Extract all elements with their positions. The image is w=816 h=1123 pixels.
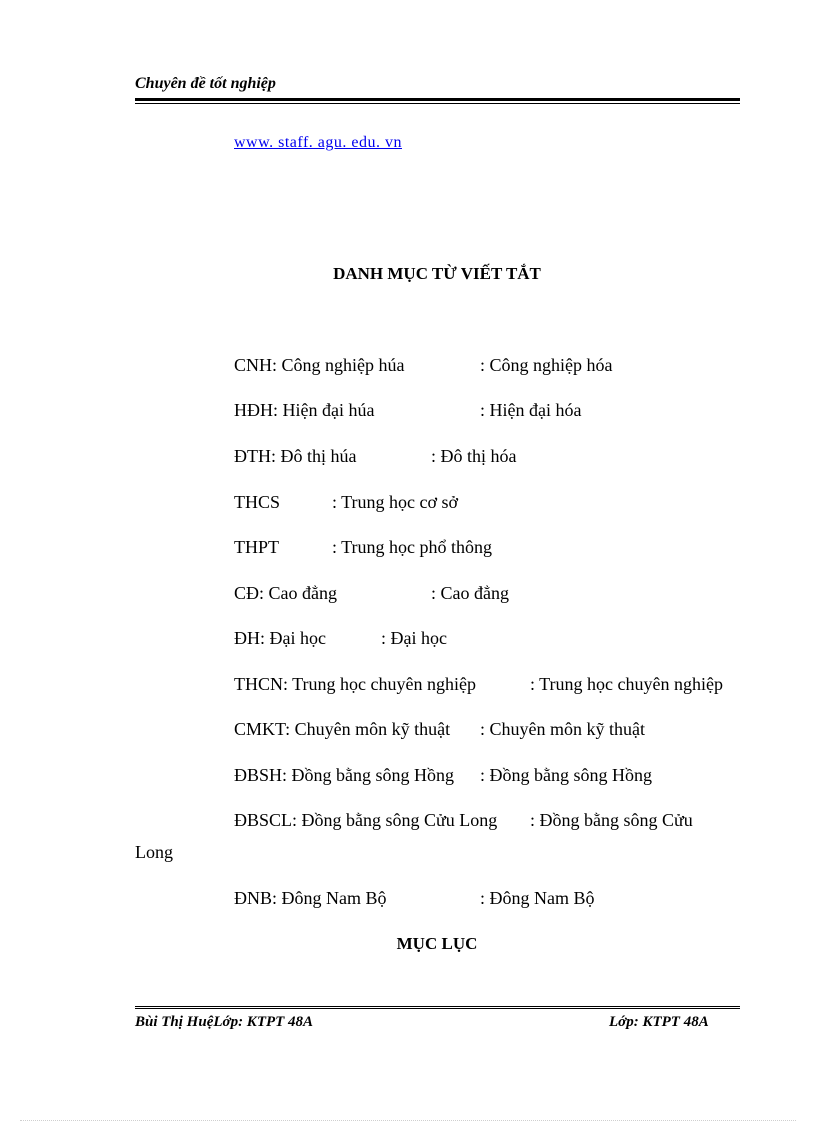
abbrev-desc: : Đồng bằng sông Cửu xyxy=(530,810,693,830)
abbrev-code: THCN: Trung học chuyên nghiệp xyxy=(234,674,476,694)
abbrev-desc-continuation: Long xyxy=(135,842,173,862)
abbreviations-heading: DANH MỤC TỪ VIẾT TẮT xyxy=(333,264,541,283)
abbrev-code: CMKT: Chuyên môn kỹ thuật xyxy=(234,719,451,739)
table-of-contents-heading: MỤC LỤC xyxy=(396,934,478,953)
abbrev-desc: : Trung học cơ sở xyxy=(332,492,459,512)
footer-rule-bottom xyxy=(135,1008,740,1009)
abbrev-code: ĐNB: Đông Nam Bộ xyxy=(234,888,387,908)
abbrev-code: HĐH: Hiện đại húa xyxy=(234,400,375,420)
abbrev-code: ĐBSH: Đồng bằng sông Hồng xyxy=(234,765,455,785)
abbrev-desc: : Đồng bằng sông Hồng xyxy=(480,765,652,785)
abbrev-desc: : Công nghiệp hóa xyxy=(480,355,613,375)
header-rule-thin xyxy=(135,103,740,104)
abbrev-desc: : Đại học xyxy=(381,628,447,648)
header-rule-thick xyxy=(135,98,740,101)
page-break-line xyxy=(20,1120,796,1121)
footer-class: Lớp: KTPT 48A xyxy=(609,1014,709,1030)
abbrev-code: THPT xyxy=(234,537,279,557)
abbrev-code: CĐ: Cao đẳng xyxy=(234,583,337,603)
website-link[interactable]: www. staff. agu. edu. vn xyxy=(234,134,402,151)
abbrev-desc: : Cao đẳng xyxy=(431,583,509,603)
abbrev-desc: : Đô thị hóa xyxy=(431,446,517,466)
running-header-title: Chuyên đề tốt nghiệp xyxy=(135,75,276,92)
abbrev-desc: : Trung học chuyên nghiệp xyxy=(530,674,723,694)
abbrev-desc: : Chuyên môn kỹ thuật xyxy=(480,719,645,739)
abbrev-code: CNH: Công nghiệp húa xyxy=(234,355,405,375)
abbrev-code: ĐTH: Đô thị húa xyxy=(234,446,357,466)
abbrev-desc: : Hiện đại hóa xyxy=(480,400,582,420)
footer-rule-top xyxy=(135,1006,740,1007)
abbrev-code: THCS xyxy=(234,492,281,512)
abbrev-code: ĐH: Đại học xyxy=(234,628,326,648)
abbrev-desc: : Trung học phổ thông xyxy=(332,537,493,557)
abbrev-desc: : Đông Nam Bộ xyxy=(480,888,595,908)
footer-author: Bùi Thị HuệLớp: KTPT 48A xyxy=(135,1014,314,1030)
abbrev-code: ĐBSCL: Đồng bằng sông Cửu Long xyxy=(234,810,498,830)
